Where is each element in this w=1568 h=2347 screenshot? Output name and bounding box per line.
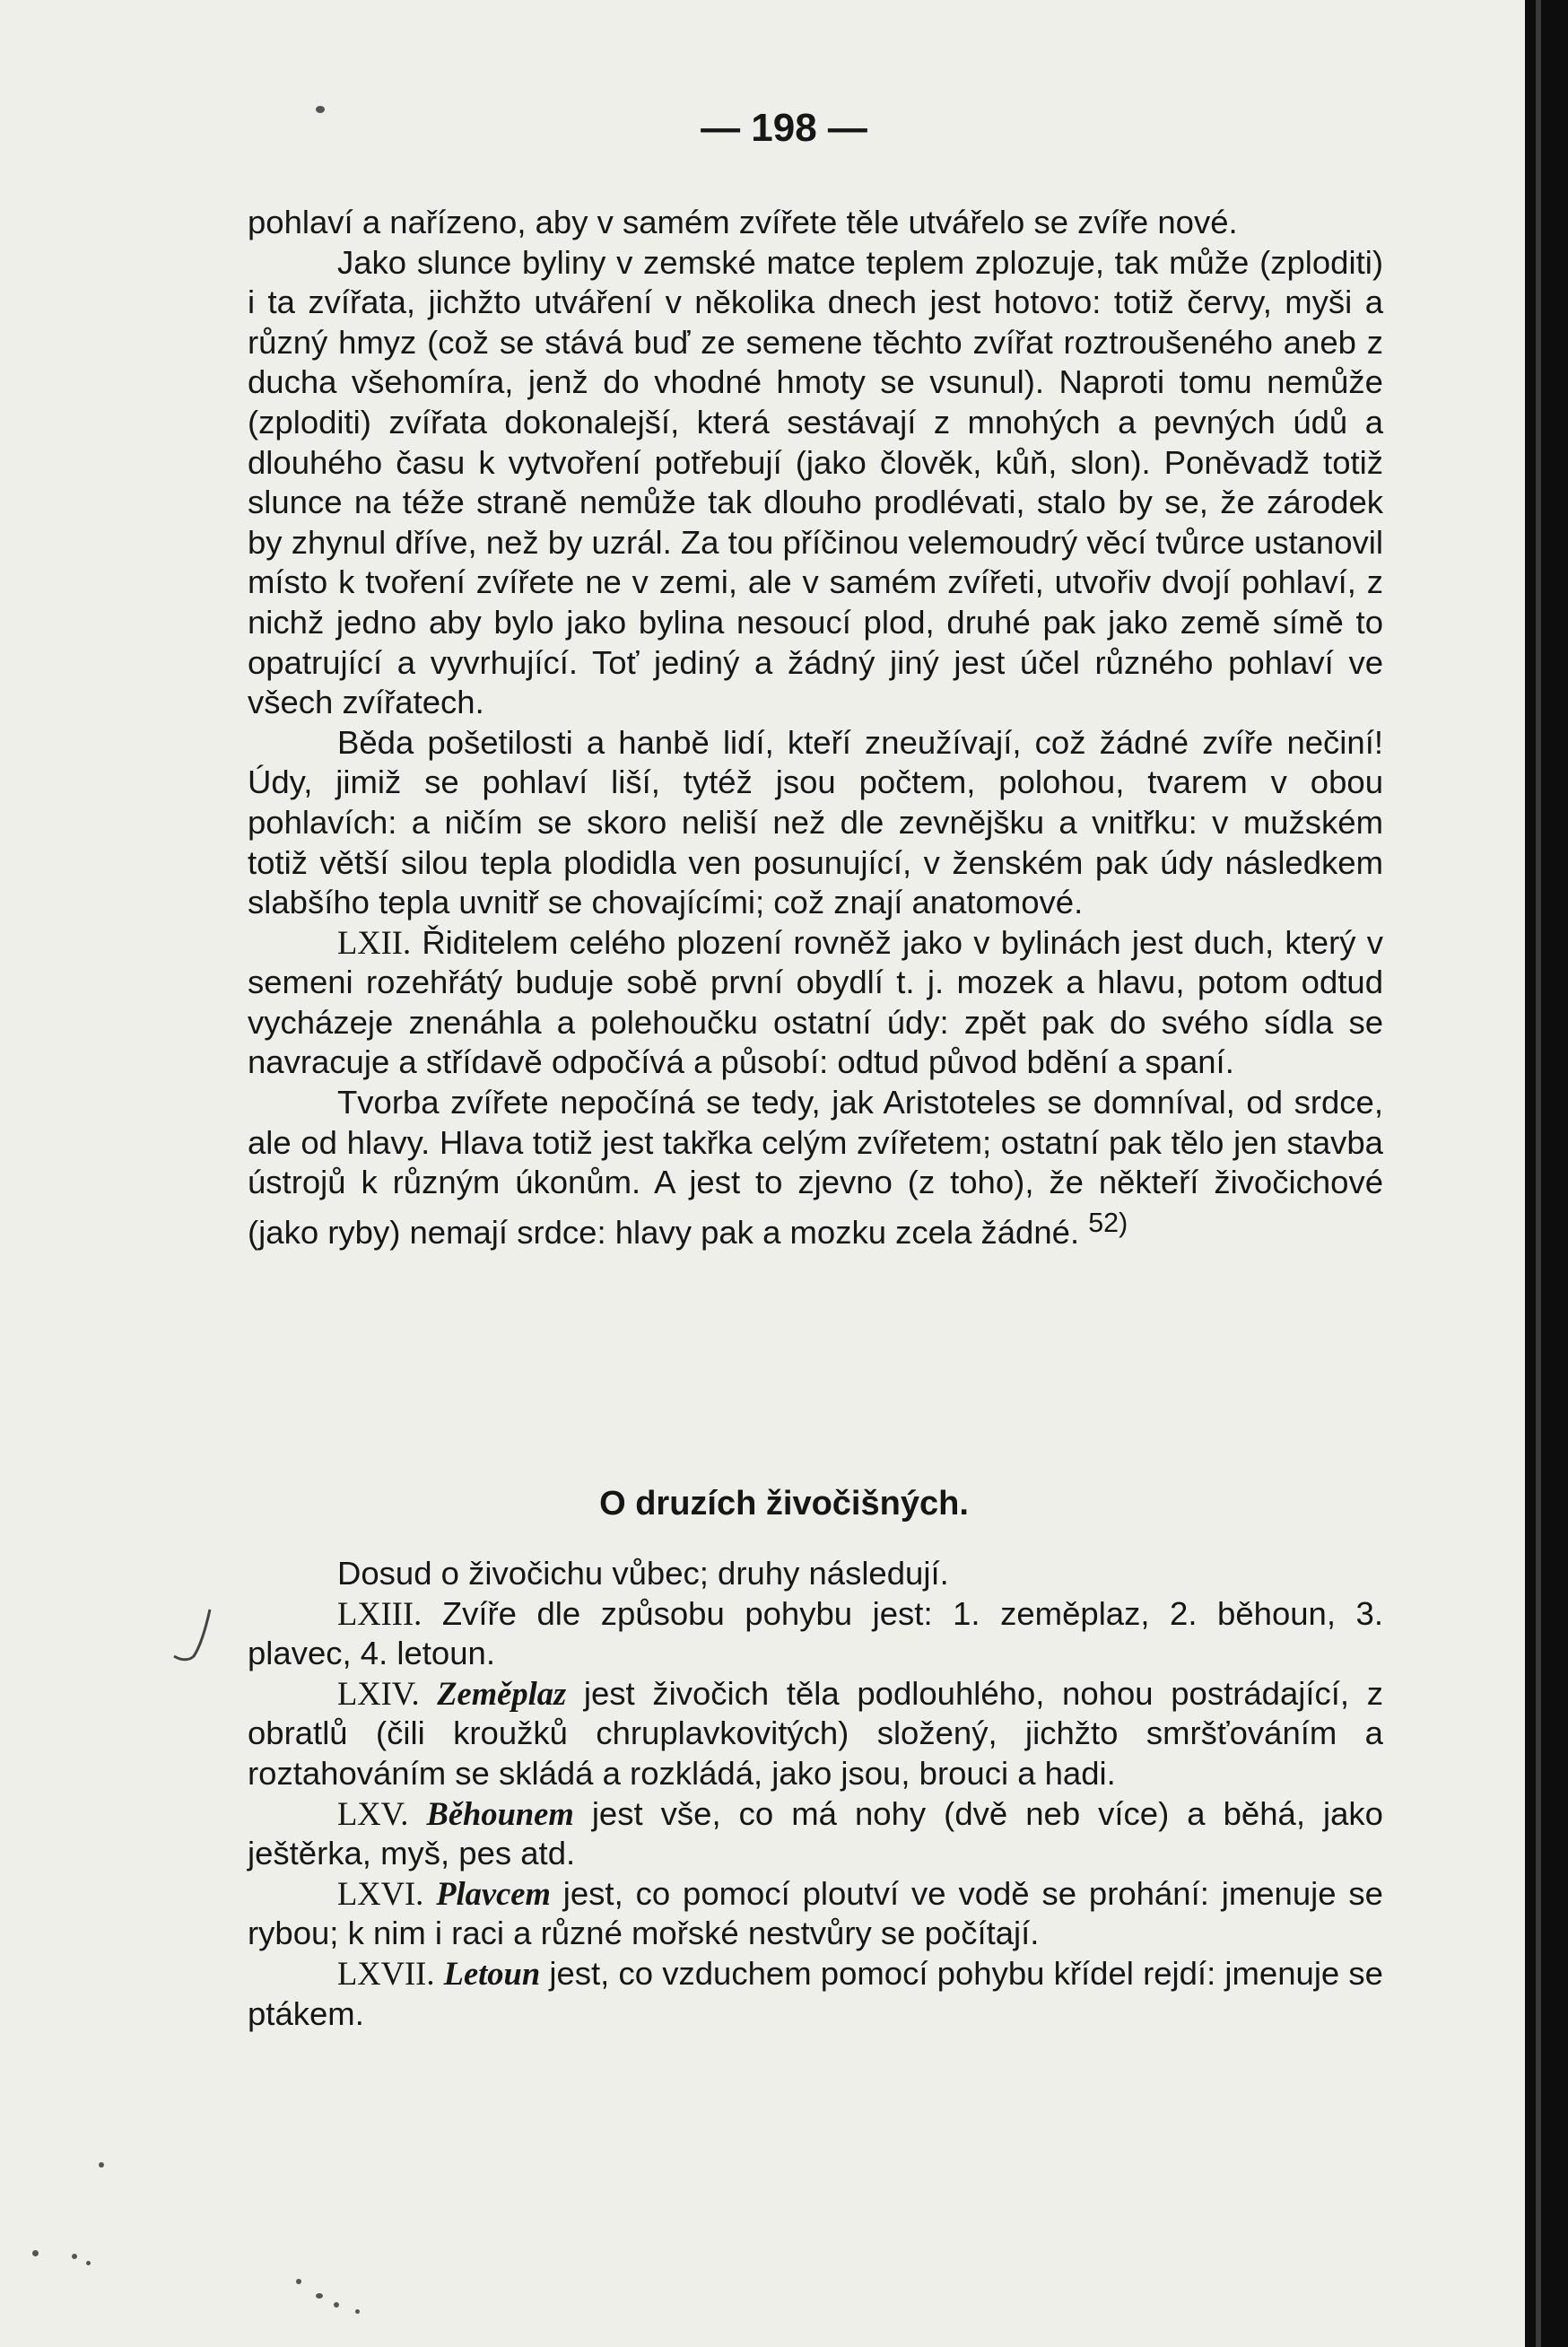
section-term: Běhounem (426, 1794, 574, 1832)
section-lxiii (248, 1594, 1383, 1674)
paper-speck (296, 2279, 301, 2284)
section-numeral: LXIII. (337, 1594, 422, 1632)
section-text: jest, co pomocí ploutví ve vodě se prohání: jmenuje se rybou; k nim i raci a různé mořské nestvůry se počítají. (248, 1874, 1383, 1952)
section-text: jest, co vzduchem pomocí pohybu křídel rejdí: jmenuje se ptákem. (248, 1954, 1383, 2032)
paragraph-text: Tvorba zvířete nepočíná se tedy, jak Aristoteles se domníval, od srdce, ale od hlavy. Hlava totiž jest takřka celým zvířetem; ostatní pak tělo jen stavba ústrojů k různým úkonům. A jest to zjevno (z toho), že někteří živočichové (jako ryby) nemají srdce: hlavy pak a mozku zcela žádné. (248, 1084, 1383, 1251)
section-text: Řiditelem celého plození rovněž jako v bylinách jest duch, který v semeni rozehřátý buduje sobě první obydlí t. j. mozek a hlavu, potom odtud vycházeje znenáhla a polehoučku ostatní údy: zpět pak do svého sídla se navracuje a střídavě odpočívá a působí: odtud původ bdění a spaní. (248, 923, 1383, 1081)
section-term: Zeměplaz (437, 1674, 567, 1712)
paragraph-beda: Běda pošetilosti a hanbě lidí, kteří zneužívají, což žádné zvíře nečiní! Údy, jimiž se pohlaví liší, tytéž jsou počtem, polohou, tvarem v obou pohlavích: a ničím se skoro neliší než dle zevnějšku a vnitřku: v mužském totiž větší silou tepla plodidla ven posunující, v ženském pak údy následkem slabšího tepla uvnitř se chovajícími; což znají anatomové. (248, 723, 1383, 921)
footnote-mark: 52) (1088, 1207, 1128, 1238)
section-text: jest vše, co má nohy (dvě neb více) a běhá, jako ještěrka, myš, pes atd. (248, 1794, 1383, 1872)
section-lxvii (248, 1954, 1383, 2034)
section-numeral: LXV. (337, 1794, 409, 1832)
section-term: Plavcem (436, 1874, 551, 1912)
paper-speck (32, 2250, 39, 2256)
paper-speck (99, 2162, 104, 2168)
section-numeral: LXVII. (337, 1954, 435, 1992)
page-edge-strip (1536, 0, 1541, 2347)
paper-speck (334, 2302, 339, 2308)
section-text: Zvíře dle způsobu pohybu jest: 1. zeměplaz, 2. běhoun, 3. plavec, 4. letoun. (248, 1594, 1383, 1672)
page-edge-shadow (1525, 0, 1568, 2347)
section-numeral: LXVI. (337, 1874, 424, 1912)
paper-speck (72, 2254, 77, 2259)
paragraph-intro: Dosud o živočichu vůbec; druhy následují. (337, 1555, 949, 1592)
section-lxii (248, 923, 1383, 1083)
section-heading: O druzích živočišných. (599, 1485, 969, 1522)
page-number: — 198 — (701, 106, 867, 150)
section-numeral: LXIV. (337, 1674, 420, 1712)
paper-speck (316, 2293, 323, 2299)
paper-speck (316, 106, 325, 113)
main-text-lower (248, 1554, 1383, 2034)
main-text-upper (248, 203, 1383, 1253)
paper-speck (355, 2309, 360, 2314)
section-lxv (248, 1794, 1383, 1874)
paragraph-continuation: pohlaví a nařízeno, aby v samém zvířete těle utvářelo se zvíře nové. (248, 204, 1238, 240)
paper-speck (86, 2261, 91, 2265)
section-numeral: LXII. (337, 923, 412, 961)
paragraph-tvorba (248, 1083, 1383, 1253)
section-term: Letoun (443, 1954, 541, 1992)
section-text: jest živočich těla podlouhlého, nohou postrádající, z obratlů (čili kroužků chruplavkovitých) složený, jichžto smršťováním a roztahováním se skládá a rozkládá, jako jsou, brouci a hadi. (248, 1674, 1383, 1792)
paragraph-slunce: Jako slunce byliny v zemské matce teplem zplozuje, tak může (zploditi) i ta zvířata, jichžto utváření v několika dnech jest hotovo: totiž červy, myši a různý hmyz (což se stává buď ze semene těchto zvířat roztroušeného aneb z ducha všehomíra, jenž do vhodné hmoty se vsunul). Naproti tomu nemůže (zploditi) zvířata dokonalejší, která sestávají z mnohých a pevných údů a dlouhého času k vytvoření potřebují (jako člověk, kůň, slon). Poněvadž totiž slunce na téže straně nemůže tak dlouho prodlévati, stalo by se, že zárodek by zhynul dříve, než by uzrál. Za tou příčinou velemoudrý věcí tvůrce ustanovil místo k tvoření zvířete ne v zemi, ale v samém zvířeti, utvořiv dvojí pohlaví, z nichž jedno aby bylo jako bylina nesoucí plod, druhé pak jako země símě to opatrující a vyvrhující. Toť jediný a žádný jiný jest účel různého pohlaví ve všech zvířatech. (248, 243, 1383, 721)
section-lxvi (248, 1874, 1383, 1954)
pencil-mark (170, 1608, 215, 1663)
section-lxiv (248, 1674, 1383, 1794)
